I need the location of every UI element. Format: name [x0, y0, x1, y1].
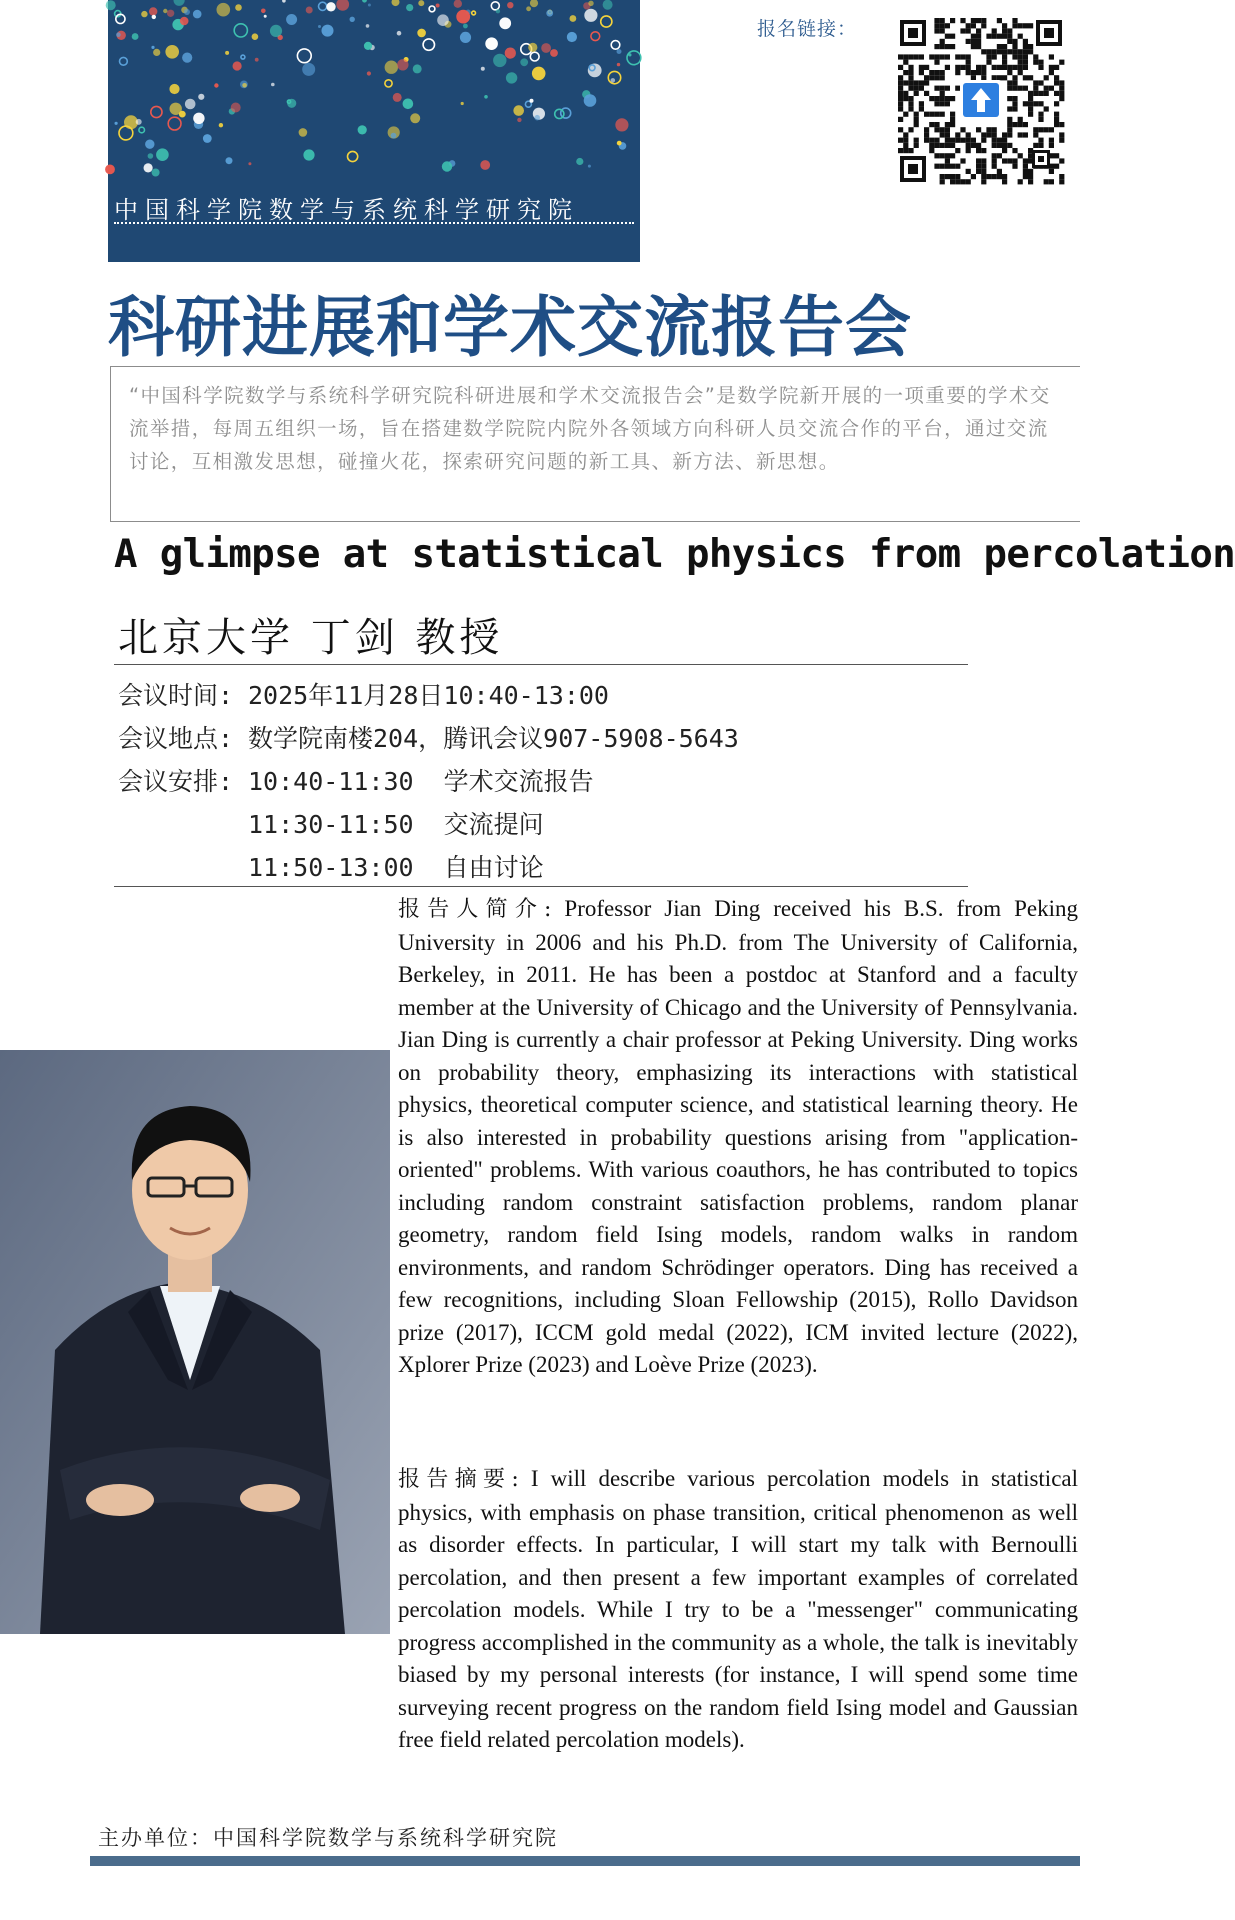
confetti-dot	[526, 6, 531, 11]
confetti-dot	[136, 119, 142, 125]
speaker-photo	[0, 1050, 390, 1634]
confetti-dot	[141, 11, 147, 17]
confetti-dot	[180, 17, 189, 26]
confetti-dot	[168, 117, 181, 130]
confetti-dot	[185, 99, 196, 110]
confetti-dot	[627, 51, 641, 65]
confetti-dot	[588, 165, 591, 168]
confetti-dot	[391, 133, 397, 139]
confetti-dot	[485, 37, 498, 50]
confetti-dot	[534, 115, 540, 121]
confetti-dot	[570, 15, 577, 22]
confetti-dot	[506, 72, 517, 83]
confetti-dot	[120, 57, 128, 65]
confetti-dot	[116, 32, 121, 37]
confetti-dot	[179, 111, 186, 118]
confetti-dot	[219, 123, 223, 127]
confetti-dot	[193, 10, 202, 19]
confetti-dot	[403, 99, 414, 110]
schedule-row-1	[118, 762, 594, 798]
abstract-label: 报告摘要:	[398, 1467, 519, 1492]
confetti-dot	[153, 49, 160, 56]
confetti-dot	[413, 64, 422, 73]
confetti-dot	[385, 80, 392, 87]
confetti-dot	[182, 53, 192, 63]
confetti-dot	[184, 9, 190, 15]
confetti-dot	[456, 10, 470, 24]
confetti-dot	[322, 25, 334, 37]
schedule-time: 10:40-11:30	[248, 767, 414, 796]
confetti-dot	[366, 24, 370, 28]
meeting-place-label: 会议地点:	[118, 724, 234, 753]
banner-institute-name: 中国科学院数学与系统科学研究院	[114, 196, 579, 224]
confetti-dot	[214, 83, 218, 87]
meeting-time-row	[118, 676, 609, 712]
confetti-dot	[169, 84, 179, 94]
confetti-dot	[393, 93, 402, 102]
confetti-dot	[410, 113, 420, 123]
confetti-dot	[261, 9, 266, 14]
confetti-dot	[584, 94, 597, 107]
schedule-time: 11:50-13:00	[248, 853, 414, 882]
speaker-bio	[398, 893, 1078, 1382]
confetti-dot	[617, 49, 622, 54]
confetti-dot	[532, 67, 546, 81]
confetti-dot	[234, 24, 247, 37]
confetti-dot	[480, 160, 490, 170]
qr-code-icon[interactable]	[896, 16, 1066, 186]
confetti-dot	[367, 71, 371, 75]
meeting-time-value: 2025年11月28日10:40-13:00	[248, 681, 609, 710]
confetti-dot	[437, 14, 449, 26]
confetti-dot	[505, 48, 516, 59]
confetti-dot	[241, 55, 245, 59]
confetti-dot	[319, 2, 327, 10]
confetti-dot	[203, 134, 212, 143]
intro-box	[110, 366, 1080, 522]
confetti-dot	[397, 59, 408, 70]
schedule-activity: 交流提问	[443, 810, 544, 839]
confetti-dot	[299, 128, 308, 137]
confetti-dot	[520, 58, 528, 66]
confetti-dot	[567, 32, 577, 42]
confetti-dot	[454, 0, 462, 8]
confetti-dot	[350, 17, 355, 22]
confetti-dot	[615, 118, 628, 131]
confetti-dot	[603, 0, 613, 10]
confetti-dot	[368, 4, 371, 7]
main-title: 科研进展和学术交流报告会	[108, 289, 912, 366]
confetti-dot	[105, 165, 115, 175]
confetti-dot	[264, 15, 267, 18]
confetti-dot	[231, 103, 241, 113]
confetti-dot	[385, 60, 398, 73]
confetti-dot	[460, 32, 471, 43]
confetti-dot	[541, 43, 551, 53]
schedule-activity: 学术交流报告	[443, 767, 594, 796]
confetti-dot	[348, 151, 358, 161]
confetti-dot	[530, 52, 539, 61]
confetti-dot	[282, 0, 286, 3]
confetti-dot	[198, 94, 204, 100]
confetti-dot	[151, 46, 154, 49]
header-banner	[108, 0, 640, 262]
confetti-dot	[496, 9, 500, 13]
confetti-dot	[149, 7, 157, 15]
confetti-dot	[233, 61, 242, 70]
confetti-dot	[156, 148, 169, 161]
schedule-row-3	[118, 848, 544, 884]
bio-text: Professor Jian Ding received his B.S. from Peking University in 2006 and his Ph.D. from The University of California, Berkeley, in 2011. He has been a postdoc at Stanford and a faculty member at the University of Chicago and the University of Pennsylvania. Jian Ding is currently a chair professor at Peking University. Ding works on probability theory, emphasizing its interactions with statistical physics, theoretical computer science, and statistical learning theory. He is also interested in probability questions arising from "application-oriented" problems. With various coauthors, he has contributed to topics including random constraint satisfaction problems, random planar geometry, random field Ising models, random walks in random environments, and random Schrödinger operators. Ding has received a few recognitions, including Sloan Fellowship (2015), Rollo Davidson prize (2017), ICCM gold medal (2022), ICM invited lecture (2022), Xplorer Prize (2023) and Loève Prize (2023).	[398, 896, 1079, 1377]
confetti-dot	[151, 106, 162, 117]
divider-top	[114, 664, 968, 665]
meeting-place-row	[118, 719, 739, 755]
talk-abstract	[398, 1463, 1078, 1757]
confetti-dot	[392, 0, 400, 6]
confetti-dot	[546, 10, 553, 17]
confetti-dot	[270, 25, 282, 37]
confetti-dot	[152, 169, 160, 177]
schedule-activity: 自由讨论	[443, 853, 544, 882]
confetti-dot	[148, 153, 154, 159]
confetti-dot	[493, 54, 506, 67]
confetti-dot	[528, 43, 537, 52]
confetti-dot	[499, 17, 511, 29]
banner-dotted-line	[114, 222, 634, 224]
intro-text: “中国科学院数学与系统科学研究院科研进展和学术交流报告会”是数学院新开展的一项重要的学术交流举措，每周五组织一场，旨在搭建数学院院内院外各领域方向科研人员交流合作的平台，通过交流讨论，互相激发思想，碰撞火花，探索研究问题的新工具、新方法、新思想。	[129, 384, 1051, 473]
confetti-dot	[463, 24, 468, 29]
abstract-text: I will describe various percolation models in statistical physics, with emphasis on phase transition, critical phenomenon as well as disorder effects. In particular, I will start my talk with Bernoulli percolation, and then present a few important examples of correlated percolation models. While I try to be a "messenger" communicating progress accomplished in the community as a whole, the talk is inevitably biased by my personal interests (for instance, I will spend some time surveying recent progress on the random field Ising model and Gaussian free field related percolation models).	[398, 1466, 1078, 1752]
confetti-dot	[364, 42, 372, 50]
confetti-dot	[588, 1, 593, 6]
confetti-dot	[417, 29, 426, 38]
confetti-dot	[517, 118, 521, 122]
confetti-dot	[555, 109, 564, 118]
confetti-dot	[358, 125, 367, 134]
schedule-time: 11:30-11:50	[248, 810, 414, 839]
schedule-row-2	[118, 805, 544, 841]
confetti-dot	[252, 33, 259, 40]
confetti-dot	[193, 113, 204, 124]
confetti-dot	[617, 63, 620, 66]
confetti-dot	[429, 6, 435, 12]
meeting-time-label: 会议时间:	[118, 681, 234, 710]
confetti-dot	[530, 99, 534, 103]
confetti-dot	[145, 140, 154, 149]
confetti-dot	[302, 63, 315, 76]
confetti-dot	[601, 16, 612, 27]
confetti-dot	[286, 14, 297, 25]
confetti-dot	[225, 51, 229, 55]
confetti-dot	[235, 4, 242, 11]
organizer: 主办单位：中国科学院数学与系统科学研究院	[98, 1826, 558, 1850]
confetti-dot	[255, 58, 259, 62]
divider-bottom	[114, 886, 968, 887]
bio-label: 报告人简介:	[398, 897, 552, 922]
confetti-dot	[303, 149, 314, 160]
confetti-dot	[165, 45, 179, 59]
confetti-dot	[491, 2, 499, 10]
confetti-dot	[226, 157, 233, 164]
confetti-dot	[306, 7, 313, 14]
confetti-dot	[418, 0, 424, 6]
confetti-dot	[106, 0, 116, 10]
confetti-dot	[242, 83, 247, 88]
confetti-dot	[423, 39, 434, 50]
confetti-dot	[167, 10, 174, 17]
confetti-dot	[115, 122, 118, 125]
confetti-dot	[248, 162, 251, 165]
confetti-dot	[132, 33, 139, 40]
schedule-label: 会议安排:	[118, 767, 234, 796]
confetti-dot	[144, 163, 153, 172]
confetti-dot	[584, 9, 597, 22]
confetti-dot	[611, 41, 620, 50]
confetti-dot	[174, 0, 185, 6]
speaker-name: 北京大学 丁剑 教授	[118, 615, 504, 661]
confetti-dot	[152, 15, 156, 19]
confetti-dot	[163, 9, 167, 13]
confetti-dot	[550, 49, 558, 57]
confetti-dot	[297, 49, 311, 63]
footer-bar	[90, 1856, 1080, 1866]
confetti-dot	[484, 95, 488, 99]
registration-label: 报名链接：	[757, 18, 858, 40]
confetti-dot	[362, 0, 367, 3]
confetti-dot	[576, 158, 583, 165]
confetti-dot	[336, 0, 349, 11]
confetti-dot	[507, 2, 513, 8]
confetti-dot	[318, 25, 321, 28]
meeting-place-value: 数学院南楼204，腾讯会议907-5908-5643	[248, 724, 739, 753]
confetti-dot	[513, 105, 524, 116]
confetti-dot	[139, 127, 145, 133]
confetti-dot	[461, 102, 464, 105]
confetti-dot	[591, 32, 600, 41]
confetti-dot	[617, 141, 622, 146]
confetti-dot	[481, 67, 485, 71]
confetti-dot	[436, 4, 440, 8]
confetti-dot	[442, 161, 452, 171]
talk-title: A glimpse at statistical physics from percolation	[114, 532, 1235, 577]
confetti-dot	[271, 83, 275, 87]
confetti-dot	[406, 4, 413, 11]
confetti-dot	[472, 11, 476, 15]
confetti-dot	[628, 53, 631, 56]
confetti-dot	[217, 3, 231, 17]
confetti-dot	[326, 2, 335, 11]
confetti-dot	[397, 31, 402, 36]
confetti-dot	[530, 0, 538, 7]
confetti-dot	[119, 126, 133, 140]
